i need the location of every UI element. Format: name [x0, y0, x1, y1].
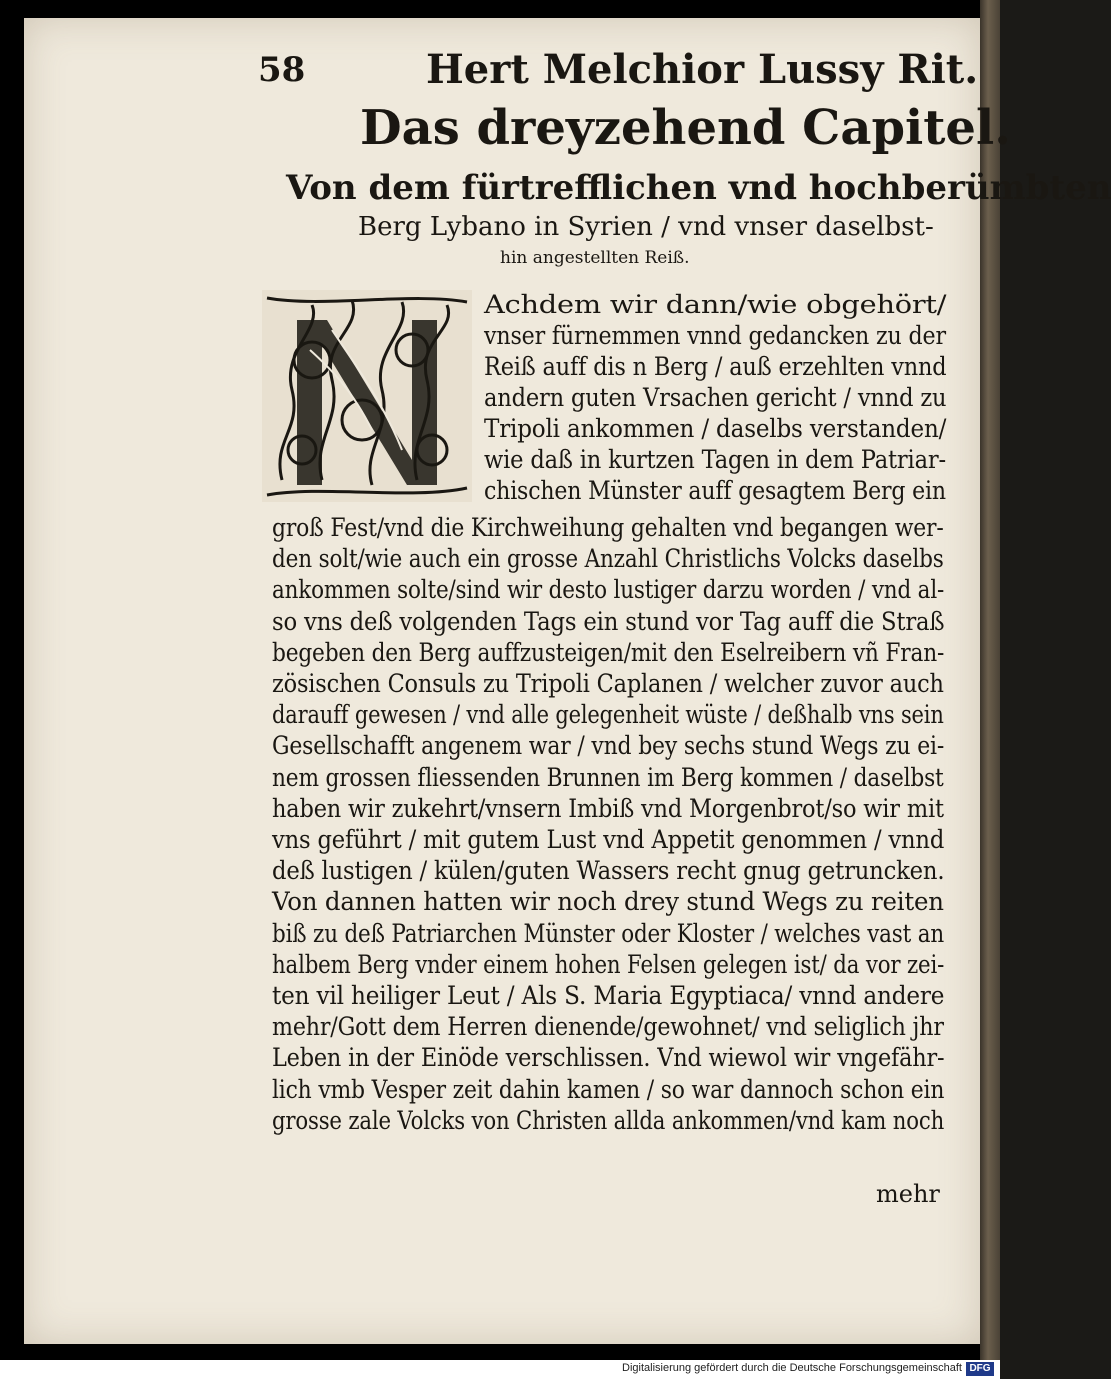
running-head: Hert Melchior Lussy Rit. [426, 46, 979, 93]
body-line: Tripoli ankommen / daselbs verstanden/ [484, 414, 947, 443]
body-line: begeben den Berg auffzusteigen/mit den Eselreibern vñ Fran- [272, 637, 945, 667]
dfg-logo-icon: DFG [966, 1362, 994, 1376]
body-line: haben wir zukehrt/vnsern Imbiß vnd Morgenbrot/so wir mit [272, 793, 944, 823]
body-line: Leben in der Einöde verschlissen. Vnd wiewol wir vngefähr- [272, 1043, 945, 1073]
chapter-title-line-2: Berg Lybano in Syrien / vnd vnser daselbst- [358, 212, 934, 242]
body-line: biß zu deß Patriarchen Münster oder Kloster / welches vast an [272, 918, 945, 948]
body-line: so vns deß volgenden Tags ein stund vor Tag auff die Straß [272, 606, 945, 636]
body-line: ten vil heiliger Leut / Als S. Maria Egyptiaca/ vnnd andere [272, 981, 945, 1010]
body-line: Achdem wir dann/wie obgehört/ [484, 290, 947, 319]
body-line: vns geführt / mit gutem Lust vnd Appetit genommen / vnnd [272, 825, 945, 854]
body-line: deß lustigen / külen/guten Wassers recht gnug getruncken. [272, 856, 945, 886]
body-line: Reiß auff dis n Berg / auß erzehlten vnnd [484, 352, 947, 381]
body-line: halbem Berg vnder einem hohen Felsen gelegen ist/ da vor zei- [272, 949, 945, 979]
funding-credit: Digitalisierung gefördert durch die Deutsche Forschungsgemeinschaft [622, 1362, 962, 1374]
body-line: grosse zale Volcks von Christen allda ankommen/vnd kam noch [272, 1105, 945, 1135]
body-line: Gesellschafft angenem war / vnd bey sechs stund Wegs zu ei- [272, 731, 945, 761]
chapter-title-line-1: Von dem fürtrefflichen vnd hochberümbten [286, 168, 1111, 208]
body-line: ankommen solte/sind wir desto lustiger darzu worden / vnd al- [272, 575, 945, 605]
page-header [258, 44, 979, 96]
digitization-footer [0, 1360, 1000, 1379]
body-line: chischen Münster auff gesagtem Berg ein [484, 476, 946, 505]
decorated-initial-n-icon [262, 290, 472, 502]
body-line: nem grossen fliessenden Brunnen im Berg kommen / daselbst [272, 762, 944, 792]
chapter-title-line-3: hin angestellten Reiß. [500, 248, 690, 268]
body-line: andern guten Vrsachen gericht / vnnd zu [484, 383, 947, 412]
body-line: lich vmb Vesper zeit dahin kamen / so war dannoch schon ein [272, 1074, 945, 1104]
body-line: vnser fürnemmen vnnd gedancken zu der [484, 321, 946, 350]
chapter-heading: Das dreyzehend Capitel. [360, 100, 1011, 156]
body-line: zösischen Consuls zu Tripoli Caplanen / welcher zuvor auch [272, 669, 944, 698]
body-line: wie daß in kurtzen Tagen in dem Patriar- [484, 445, 946, 474]
body-line: den solt/wie auch ein grosse Anzahl Christlichs Volcks daselbs [272, 544, 944, 574]
body-line: mehr/Gott dem Herren dienende/gewohnet/ vnd seliglich jhr [272, 1012, 944, 1042]
catchword: mehr [876, 1180, 940, 1208]
body-line: groß Fest/vnd die Kirchweihung gehalten vnd begangen wer- [272, 513, 944, 542]
body-line: Von dannen hatten wir noch drey stund Wegs zu reiten [272, 887, 944, 917]
page-number: 58 [258, 50, 306, 90]
body-line: darauff gewesen / vnd alle gelegenheit wüste / deßhalb vns sein [272, 700, 944, 730]
